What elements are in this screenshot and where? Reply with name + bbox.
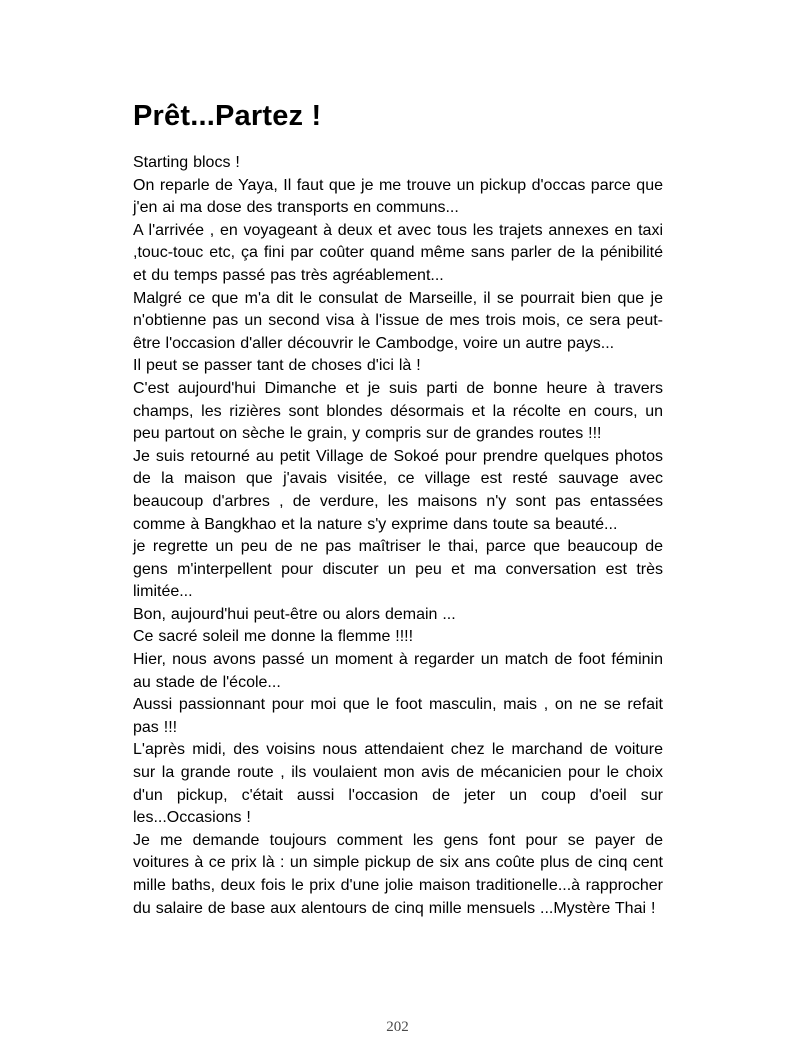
paragraph: L'après midi, des voisins nous attendaient chez le marchand de voiture sur la grande route , ils voulaient mon avis de mécanicien pour le choix d'un pickup, c'était aussi l'occasion de jeter un coup d'oeil sur les...Occasions ! — [133, 741, 663, 827]
paragraph: Aussi passionnant pour moi que le foot masculin, mais , on ne se refait pas !!! — [133, 696, 663, 736]
paragraph: On reparle de Yaya, Il faut que je me trouve un pickup d'occas parce que j'en ai ma dose des transports en communs... — [133, 176, 663, 217]
paragraph: Je suis retourné au petit Village de Sokoé pour prendre quelques photos de la maison que j'avais visitée, ce village est resté sauvage avec beaucoup d'arbres , de verdure, les maisons n'y sont pas entassées comme à Bangkhao et la nature s'y exprime dans toute sa beauté... — [133, 447, 663, 533]
paragraph: Starting blocs ! — [133, 154, 240, 171]
paragraph: C'est aujourd'hui Dimanche et je suis parti de bonne heure à travers champs, les rizières sont blondes désormais et la récolte en cours, un peu partout on sèche le grain, y compris sur de grandes routes !!! — [133, 379, 663, 443]
paragraph: A l'arrivée , en voyageant à deux et avec tous les trajets annexes en taxi ,touc-touc etc, ça fini par coûter quand même sans parler de la pénibilité et du temps passé pas très agréablement... — [133, 221, 663, 284]
paragraph: Hier, nous avons passé un moment à regarder un match de foot féminin au stade de l'école... — [133, 651, 663, 691]
page-title: Prêt...Partez ! — [133, 100, 322, 132]
page-number: 202 — [386, 1019, 409, 1035]
paragraph: Malgré ce que m'a dit le consulat de Marseille, il se pourrait bien que je n'obtienne pas un second visa à l'issue de mes trois mois, ce sera peut-être l'occasion d'aller découvrir le Cambodge, voire un autre pays... — [133, 289, 663, 352]
paragraph: je regrette un peu de ne pas maîtriser le thai, parce que beaucoup de gens m'interpellent pour discuter un peu et ma conversation est très limitée... — [133, 538, 663, 601]
paragraph: Il peut se passer tant de choses d'ici là ! — [133, 357, 421, 375]
page-content — [133, 100, 663, 920]
paragraph: Je me demande toujours comment les gens font pour se payer de voitures à ce prix là : un simple pickup de six ans coûte plus de cinq cent mille baths, deux fois le prix d'une jolie maison traditionelle...à rapprocher du salaire de base aux alentours de cinq mille mensuels ...Mystère Thai ! — [133, 831, 663, 917]
paragraph: Ce sacré soleil me donne la flemme !!!! — [133, 628, 414, 646]
paragraph: Bon, aujourd'hui peut-être ou alors demain ... — [133, 605, 456, 623]
